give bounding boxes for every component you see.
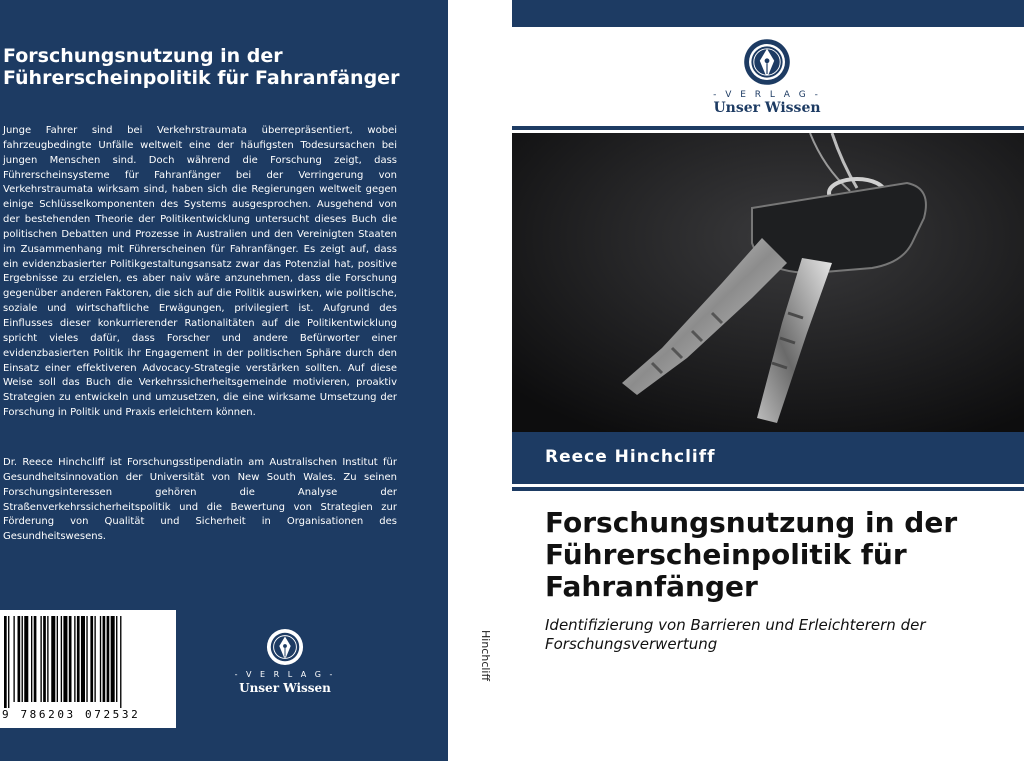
isbn-barcode — [0, 610, 176, 728]
publisher-seal-icon — [743, 38, 791, 86]
back-cover — [0, 0, 448, 761]
divider-line — [512, 126, 1024, 130]
divider-line — [512, 487, 1024, 491]
front-author-name: Reece Hinchcliff — [545, 447, 716, 467]
back-cover-title: Forschungsnutzung in der Führerscheinpolitik für Fahranfänger — [3, 45, 400, 89]
author-biography: Dr. Reece Hinchcliff ist Forschungsstipendiatin am Australischen Institut für Gesundheitsinnovation der Universität von New South Wales. Zu seinen Forschungsinteressen gehören die Analyse der Straßenverkehrssicherheitspolitik und die Bewertung von Strategien zur Förderung von Qualität und Sicherheit in Organisationen des Gesundheitswesens. — [3, 457, 397, 543]
barcode-icon — [4, 616, 172, 708]
publisher-seal-icon — [266, 628, 304, 666]
front-cover — [512, 0, 1024, 761]
publisher-name: Unser Wissen — [239, 681, 331, 695]
front-publisher-logo — [702, 38, 832, 116]
publisher-name: Unser Wissen — [713, 100, 821, 116]
publisher-verlag-label: - V E R L A G - — [234, 670, 336, 679]
top-band — [512, 0, 1024, 27]
car-keys-icon — [512, 133, 1024, 432]
cover-photo-keys — [512, 133, 1024, 432]
back-publisher-logo — [230, 628, 340, 696]
spine-author: Hinchcliff — [479, 630, 492, 682]
isbn-number: 9 786203 072532 — [2, 708, 141, 721]
back-cover-description: Junge Fahrer sind bei Verkehrstraumata überrepräsentiert, wobei fahrzeugbedingte Unfälle weltweit eine der häufigsten Todesursachen bei jungen Menschen sind. Doch während die Forschung zeigt, dass Führerscheinsysteme für Fahranfänger bei der Verringerung von Verkehrstraumata wirksam sind, haben sich die Regierungen weltweit gegen einige Schlüsselkomponenten des Systems ausgesprochen. Ausgehend von der bestehenden Theorie der Politikentwicklung untersucht dieses Buch die politischen Debatten und Prozesse in Australien und den Vereinigten Staaten im Zusammenhang mit Führerscheinen für Fahranfänger. Es zeigt auf, dass ein evidenzbasierter Politikgestaltungsansatz zwar das Potenzial hat, positive Ergebnisse zu erzielen, es aber naiv wäre anzunehmen, dass die Forschung gegenüber anderen Faktoren, die sich auf die Politik auswirken, wie politische, soziale und wirtschaftliche Erwägungen, privilegiert ist. Aufgrund des Einflusses dieser konkurrierender Rationalitäten auf die Politikentwicklung spricht vieles dafür, dass Forscher und andere Befürworter einer evidenzbasierten Politik ihr Engagement in der politischen Sphäre durch den Einsatz einer effektiveren Advocacy-Strategie verstärken sollten. Auf diese Weise soll das Buch die Verkehrssicherheitsgemeinde motivieren, proaktiv Strategien zu entwickeln und umzusetzen, die eine wirksame Umsetzung der Forschung in Politik und Praxis erleichtern können. — [3, 125, 397, 419]
front-cover-subtitle: Identifizierung von Barrieren und Erleichterern der Forschungsverwertung — [545, 616, 926, 653]
front-cover-title: Forschungsnutzung in der Führerscheinpolitik für Fahranfänger — [545, 506, 958, 603]
publisher-verlag-label: - V E R L A G - — [713, 90, 821, 100]
